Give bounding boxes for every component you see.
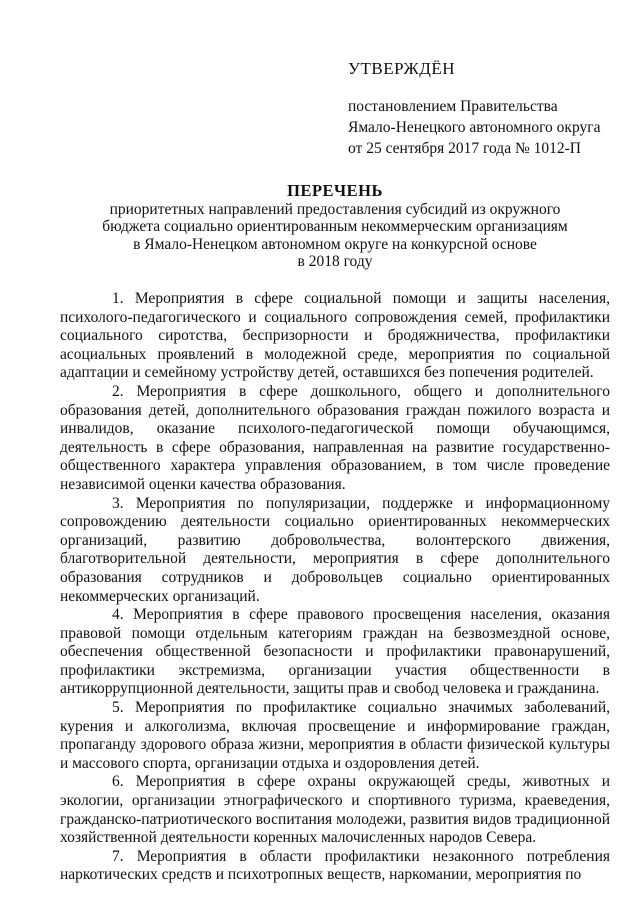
list-item: 7. Мероприятия в области профилактики незаконного потребления наркотических средств и психотропных веществ, наркомании, мероприятия по [60,847,610,884]
title-line: в 2018 году [297,253,373,270]
list-item: 1. Мероприятия в сфере социальной помощи и защиты населения, психолого-педагогического и социального сопровождения семей, профилактики социального сиротства, беспризорности и бродяжничества, профилактики асоциальных проявлений в молодежной среде, мероприятия по социальной адаптации и семейному устройству детей, оставшихся без попечения родителей. [60,290,610,382]
list-item: 4. Мероприятия в сфере правового просвещения населения, оказания правовой помощи отдельным категориям граждан на безвозмездной основе, обеспечения общественной безопасности и профилактики правонарушений, профилактики экстремизма, организации участия общественности в антикоррупционной деятельности, защиты прав и свобод человека и гражданина. [60,606,610,698]
list-item: 2. Мероприятия в сфере дошкольного, общего и дополнительного образования детей, дополнительного образования граждан пожилого возраста и инвалидов, оказание психолого-педагогической помощи обучающимся, деятельность в сфере образования, направленная на развитие государственно-общественного характера управления образованием, в том числе проведение независимой оценки качества образования. [60,382,610,493]
approval-line: Ямало-Ненецкого автономного округа [348,119,601,136]
items-list [60,290,610,885]
title-line: бюджета социально ориентированным некоммерческим организациям [102,218,568,235]
approval-line: от 25 сентября 2017 года № 1012-П [348,140,581,157]
title-line: в Ямало-Ненецком автономном округе на конкурсной основе [133,235,537,253]
approval-word: УТВЕРЖДЁН [348,59,455,78]
list-item: 3. Мероприятия по популяризации, поддержке и информационному сопровождению деятельности социально ориентированных некоммерческих организаций, развитию добровольчества, волонтерского движения, благотворительной деятельности, мероприятия в сфере дополнительного образования сотрудников и добровольцев социально ориентированных некоммерческих организаций. [60,494,610,605]
list-item: 6. Мероприятия в сфере охраны окружающей среды, животных и экологии, организации этнографического и спортивного туризма, краеведения, гражданско-патриотического воспитания молодежи, развития видов традиционной хозяйственной деятельности коренных малочисленных народов Севера. [60,773,610,847]
list-item: 5. Мероприятия по профилактике социально значимых заболеваний, курения и алкоголизма, включая просвещение и информирование граждан, пропаганду здорового образа жизни, мероприятия в области физической культуры и массового спорта, организации отдыха и оздоровления детей. [60,699,610,772]
title-heading: ПЕРЕЧЕНЬ [287,181,383,200]
approval-line: постановлением Правительства [348,98,558,115]
approval-stamp [348,58,600,159]
document-title [60,182,610,271]
title-line: приоритетных направлений предоставления субсидий из окружного [109,200,561,218]
